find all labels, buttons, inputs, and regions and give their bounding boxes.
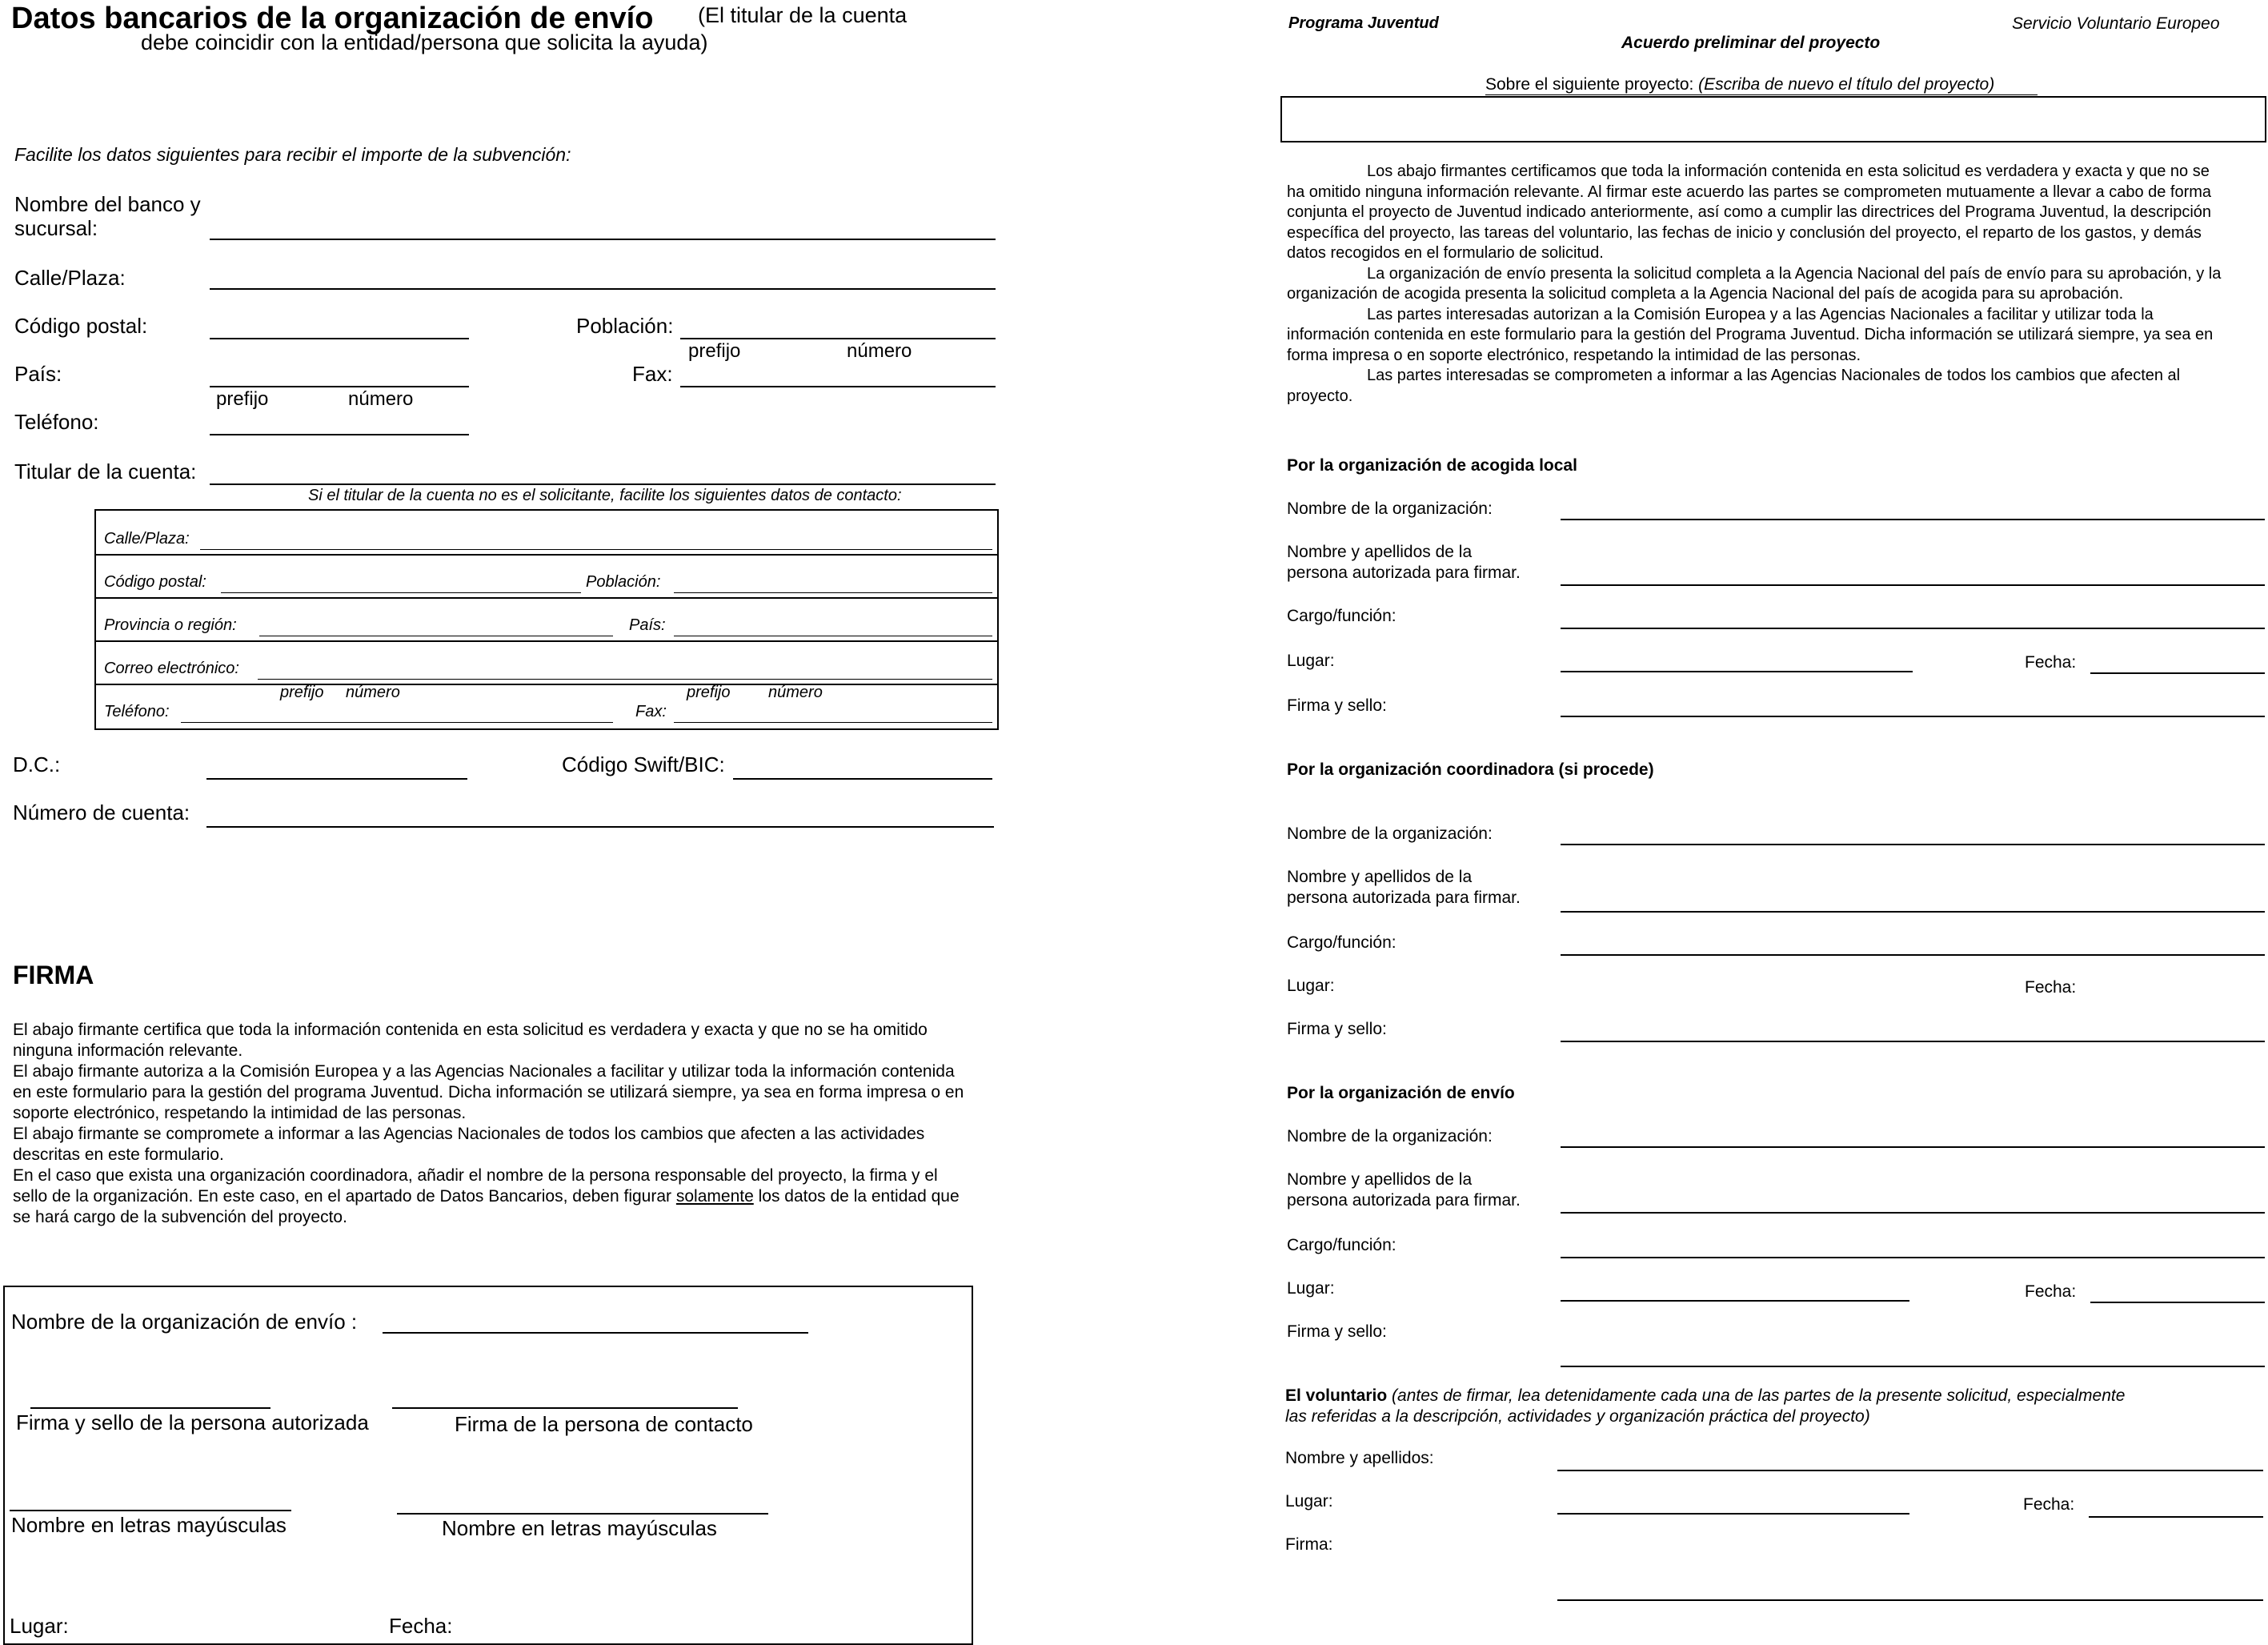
host-person-label-2: persona autorizada para firmar. [1287,564,1521,582]
contact-name-line[interactable] [397,1513,768,1515]
sending-org-label: Nombre de la organización de envío : [11,1310,358,1334]
box-province-label: Provincia o región: [104,616,237,634]
agreement-paragraph-1: Los abajo firmantes certificamos que toda la información contenida en esta solicitud es verdadera y exacta y que no se ha omitido ninguna información relevante. Al firmar este acuerdo las partes se comprometen mutuamente a llevar a cabo de forma conjunta el proyecto de Juventud indicado anteriormente, así como a cumplir las directrices del Programa Juventud, la descripción específica del proyecto, las tareas del voluntario, las fechas de inicio y conclusión del proyecto, el reparto de los gastos, y demás datos recogidos en el formulario de solicitud. [1287,162,2212,262]
header-service: Servicio Voluntario Europeo [2012,14,2220,33]
send-org-field[interactable] [1561,1146,2265,1148]
firma-paragraph-4: En el caso que exista una organización coordinadora, añadir el nombre de la persona responsable del proyecto, la firma y el sello de la organización. En este caso, en el apartado de Datos Bancarios, deben figurar solamente los datos de la entidad que se hará cargo de la subvención del proyecto. [13,1166,960,1226]
bank-title: Datos bancarios de la organización de envío [11,2,654,35]
box-phone-number: número [346,684,400,701]
box-fax-prefix: prefijo [687,684,731,701]
emphasis-solamente: solamente [675,1187,754,1206]
postcode-field[interactable] [210,338,469,339]
volunteer-note: (antes de firmar, lea detenidamente cada una de las partes de la presente solicitud, especialmente [1392,1386,2126,1405]
dc-field[interactable] [206,778,467,780]
contact-signature-label: Firma de la persona de contacto [455,1412,753,1436]
box-postcode-field[interactable] [221,592,581,593]
coord-org-label: Nombre de la organización: [1287,825,1493,843]
fax-field[interactable] [680,386,996,387]
send-person-label-2: persona autorizada para firmar. [1287,1191,1521,1210]
agreement-paragraph-3: Las partes interesadas autorizan a la Comisión Europea y a las Agencias Nacionales a facilitar y utilizar toda la información contenida en este formulario para la gestión del Programa Juventud. Dicha información se utilizará siempre, ya sea en forma impresa o en soporte electrónico, respetando la intimidad de las personas. [1287,305,2214,364]
country-label: País: [14,362,62,386]
send-place-field[interactable] [1561,1300,1909,1302]
host-date-field[interactable] [2090,672,2265,674]
send-role-field[interactable] [1561,1257,2265,1258]
box-street-label: Calle/Plaza: [104,530,190,548]
box-town-label: Población: [586,573,661,591]
box-email-field[interactable] [258,679,992,680]
box-country-label: País: [629,616,666,634]
project-title-field[interactable] [1280,96,2266,142]
phone-label: Teléfono: [14,410,99,434]
send-person-label: Nombre y apellidos de la [1287,1170,1473,1189]
volunteer-place-label: Lugar: [1285,1492,1333,1511]
town-label: Población: [576,314,674,338]
firma-paragraph-1: El abajo firmante certifica que toda la información contenida en esta solicitud es verdadera y exacta y que no se ha omitido ninguna información relevante. [13,1021,928,1060]
volunteer-sign-field[interactable] [1557,1599,2263,1601]
firma-text [13,1020,965,1228]
bank-title-note: (El titular de la cuenta [698,3,908,27]
bank-title-note-2: debe coincidir con la entidad/persona que solicita la ayuda) [141,30,708,54]
holder-field[interactable] [210,483,996,485]
fax-prefix-label: prefijo [688,340,741,362]
send-org-label: Nombre de la organización: [1287,1127,1493,1145]
agreement-paragraph-4: Las partes interesadas se comprometen a informar a las Agencias Nacionales de todos los cambios que afecten al proyecto. [1287,367,2181,405]
volunteer-heading: El voluntario [1285,1386,1388,1405]
bank-intro: Facilite los datos siguientes para recibir el importe de la subvención: [14,144,571,165]
box-fax-field[interactable] [674,722,992,723]
agreement-text [1287,162,2231,407]
volunteer-date-field[interactable] [2089,1516,2263,1518]
auth-signature-label: Firma y sello de la persona autorizada [16,1410,369,1434]
country-field[interactable] [210,386,469,387]
street-label: Calle/Plaza: [14,266,126,290]
coord-person-label-2: persona autorizada para firmar. [1287,889,1521,907]
holder-note: Si el titular de la cuenta no es el solicitante, facilite los siguientes datos de contacto: [308,487,902,504]
coord-sign-label: Firma y sello: [1287,1020,1387,1038]
send-place-label: Lugar: [1287,1279,1335,1298]
auth-signature-line[interactable] [30,1407,270,1409]
holder-label: Titular de la cuenta: [14,459,197,483]
bank-name-field[interactable] [210,239,996,240]
box-phone-label: Teléfono: [104,703,170,720]
header-agreement: Acuerdo preliminar del proyecto [1621,34,1881,52]
host-org-label: Nombre de la organización: [1287,500,1493,518]
box-email-label: Correo electrónico: [104,660,239,677]
host-sign-label: Firma y sello: [1287,696,1387,715]
host-role-field[interactable] [1561,628,2265,629]
host-sign-field[interactable] [1561,716,2265,717]
coord-date-label: Fecha: [2025,978,2077,997]
send-person-field[interactable] [1561,1212,2265,1214]
bank-name-label: Nombre del banco y [14,192,201,216]
send-heading: Por la organización de envío [1287,1084,1515,1102]
town-field[interactable] [680,338,996,339]
send-sign-label: Firma y sello: [1287,1322,1387,1341]
box-phone-field[interactable] [181,722,613,723]
date-label: Fecha: [389,1614,453,1638]
volunteer-heading-line [1285,1386,2125,1406]
coord-person-field[interactable] [1561,911,2265,913]
place-label: Lugar: [10,1614,69,1638]
coord-sign-field[interactable] [1561,1041,2265,1042]
project-label: Sobre el siguiente proyecto: (Escriba de nuevo el título del proyecto) [1485,75,1995,94]
account-field[interactable] [206,826,994,828]
coord-person-label: Nombre y apellidos de la [1287,868,1473,886]
volunteer-name-field[interactable] [1557,1470,2263,1471]
auth-name-label: Nombre en letras mayúsculas [11,1513,287,1537]
host-org-field[interactable] [1561,519,2265,520]
coord-org-field[interactable] [1561,844,2265,845]
coord-place-label: Lugar: [1287,977,1335,995]
host-person-field[interactable] [1561,584,2265,586]
volunteer-sign-label: Firma: [1285,1535,1333,1554]
bank-name-label-2: sucursal: [14,216,98,240]
box-street-field[interactable] [200,549,992,550]
host-person-label: Nombre y apellidos de la [1287,543,1473,561]
volunteer-note-2: las referidas a la descripción, actividades y organización práctica del proyecto) [1285,1407,1870,1426]
send-date-field[interactable] [2090,1302,2265,1303]
street-field[interactable] [210,288,996,290]
coord-role-field[interactable] [1561,954,2265,956]
agreement-paragraph-2: La organización de envío presenta la solicitud completa a la Agencia Nacional del país de envío para su aprobación, y la organización de acogida presenta la solicitud completa a la Agencia Nacional del país de acogida para su aprobación. [1287,264,2222,303]
host-role-label: Cargo/función: [1287,607,1396,625]
signature-box [3,1286,973,1645]
phone-field[interactable] [210,434,469,435]
sending-org-field[interactable] [383,1332,808,1334]
coord-role-label: Cargo/función: [1287,933,1396,952]
volunteer-place-field[interactable] [1557,1513,1909,1515]
dc-label: D.C.: [13,752,61,776]
box-postcode-label: Código postal: [104,573,206,591]
postcode-label: Código postal: [14,314,148,338]
phone-prefix-label: prefijo [216,388,269,410]
account-label: Número de cuenta: [13,800,190,825]
send-date-label: Fecha: [2025,1282,2077,1301]
send-role-label: Cargo/función: [1287,1236,1396,1254]
header-programme: Programa Juventud [1288,14,1439,32]
host-place-field[interactable] [1561,671,1913,672]
coord-heading: Por la organización coordinadora (si procede) [1287,760,1654,779]
host-date-label: Fecha: [2025,653,2077,672]
box-fax-label: Fax: [635,703,667,720]
send-sign-field[interactable] [1561,1366,2265,1367]
box-phone-prefix: prefijo [280,684,324,701]
firma-paragraph-2: El abajo firmante autoriza a la Comisión Europea y a las Agencias Nacionales a facilitar y utilizar toda la información contenida en este formulario para la gestión del programa Juventud. Dicha información se utilizará siempre, ya sea en forma impresa o en soporte electrónico, respetando la intimidad de las personas. [13,1062,964,1122]
firma-heading: FIRMA [13,961,94,989]
swift-label: Código Swift/BIC: [562,752,725,776]
volunteer-name-label: Nombre y apellidos: [1285,1449,1434,1467]
host-heading: Por la organización de acogida local [1287,456,1577,475]
volunteer-date-label: Fecha: [2023,1495,2075,1514]
box-fax-number: número [768,684,823,701]
box-town-field[interactable] [674,592,992,593]
contact-signature-line[interactable] [392,1407,738,1409]
fax-label: Fax: [632,362,673,386]
firma-paragraph-3: El abajo firmante se compromete a informar a las Agencias Nacionales de todos los cambios que afecten a las actividades descritas en este formulario. [13,1125,925,1164]
phone-number-label: número [348,388,414,410]
fax-number-label: número [847,340,912,362]
auth-name-line[interactable] [10,1510,291,1511]
host-place-label: Lugar: [1287,652,1335,670]
swift-field[interactable] [733,778,992,780]
contact-name-label: Nombre en letras mayúsculas [442,1516,717,1540]
